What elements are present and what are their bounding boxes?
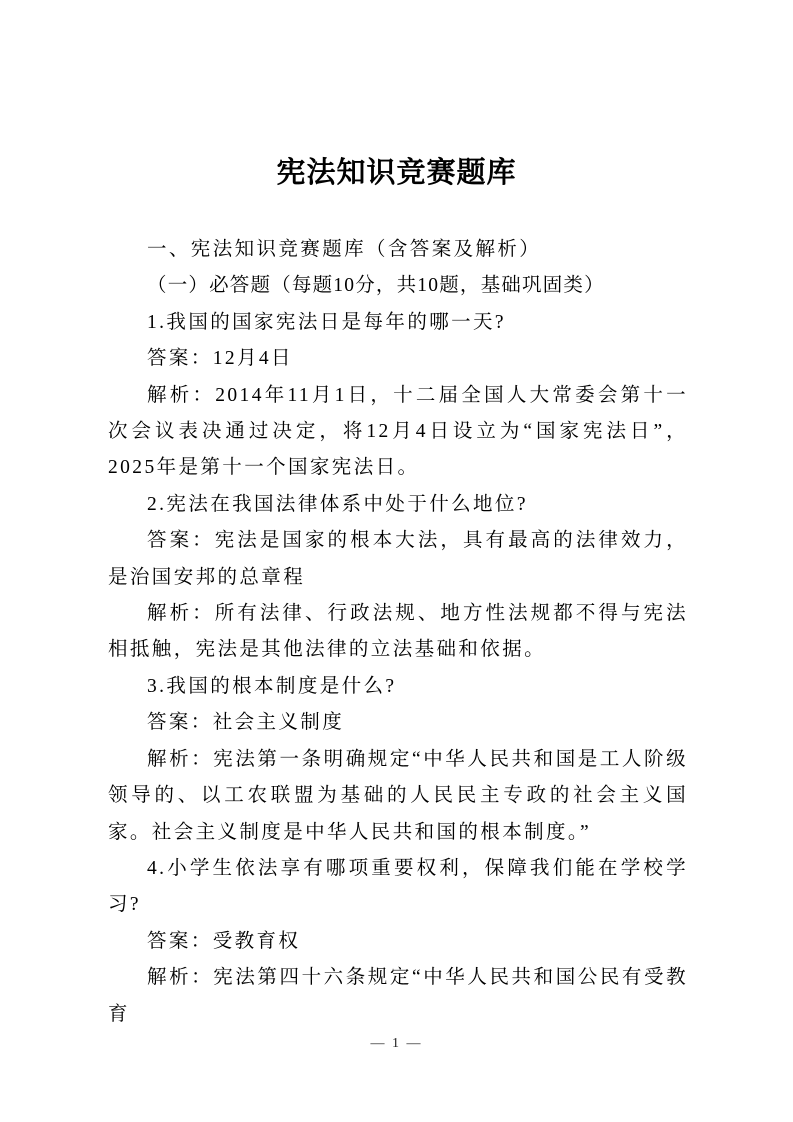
question-3: 3.我国的根本制度是什么? — [147, 675, 397, 697]
document-title: 宪法知识竞赛题库 — [276, 155, 517, 189]
page-number: — 1 — — [370, 1036, 423, 1051]
answer-4: 答案：受教育权 — [147, 930, 301, 952]
subsection-heading: （一）必答题（每题10分，共10题，基础巩固类） — [147, 275, 605, 297]
answer-3: 答案：社会主义制度 — [147, 712, 345, 734]
section-heading: 一、宪法知识竞赛题库（含答案及解析） — [147, 239, 542, 260]
analysis-3: 解析：宪法第一条明确规定“中华人民共和国是工人阶级领导的、以工农联盟为基础的人民民主专政的社会主义国家。社会主义制度是中华人民共和国的根本制度。” — [108, 748, 688, 843]
analysis-1: 解析：2014年11月1日，十二届全国人大常委会第十一次会议表决通过决定，将12月4日设立为“国家宪法日”，2025年是第十一个国家宪法日。 — [108, 384, 688, 479]
answer-1: 答案：12月4日 — [147, 348, 293, 370]
answer-2: 答案：宪法是国家的根本大法，具有最高的法律效力，是治国安邦的总章程 — [108, 530, 688, 588]
question-1: 1.我国的国家宪法日是每年的哪一天? — [147, 311, 506, 333]
analysis-4: 解析：宪法第四十六条规定“中华人民共和国公民有受教育 — [108, 967, 688, 1025]
analysis-2: 解析：所有法律、行政法规、地方性法规都不得与宪法相抵触，宪法是其他法律的立法基础和依据。 — [108, 603, 688, 661]
question-4: 4.小学生依法享有哪项重要权利，保障我们能在学校学习? — [108, 857, 688, 916]
question-2: 2.宪法在我国法律体系中处于什么地位? — [147, 493, 528, 515]
document-body — [108, 232, 688, 1033]
